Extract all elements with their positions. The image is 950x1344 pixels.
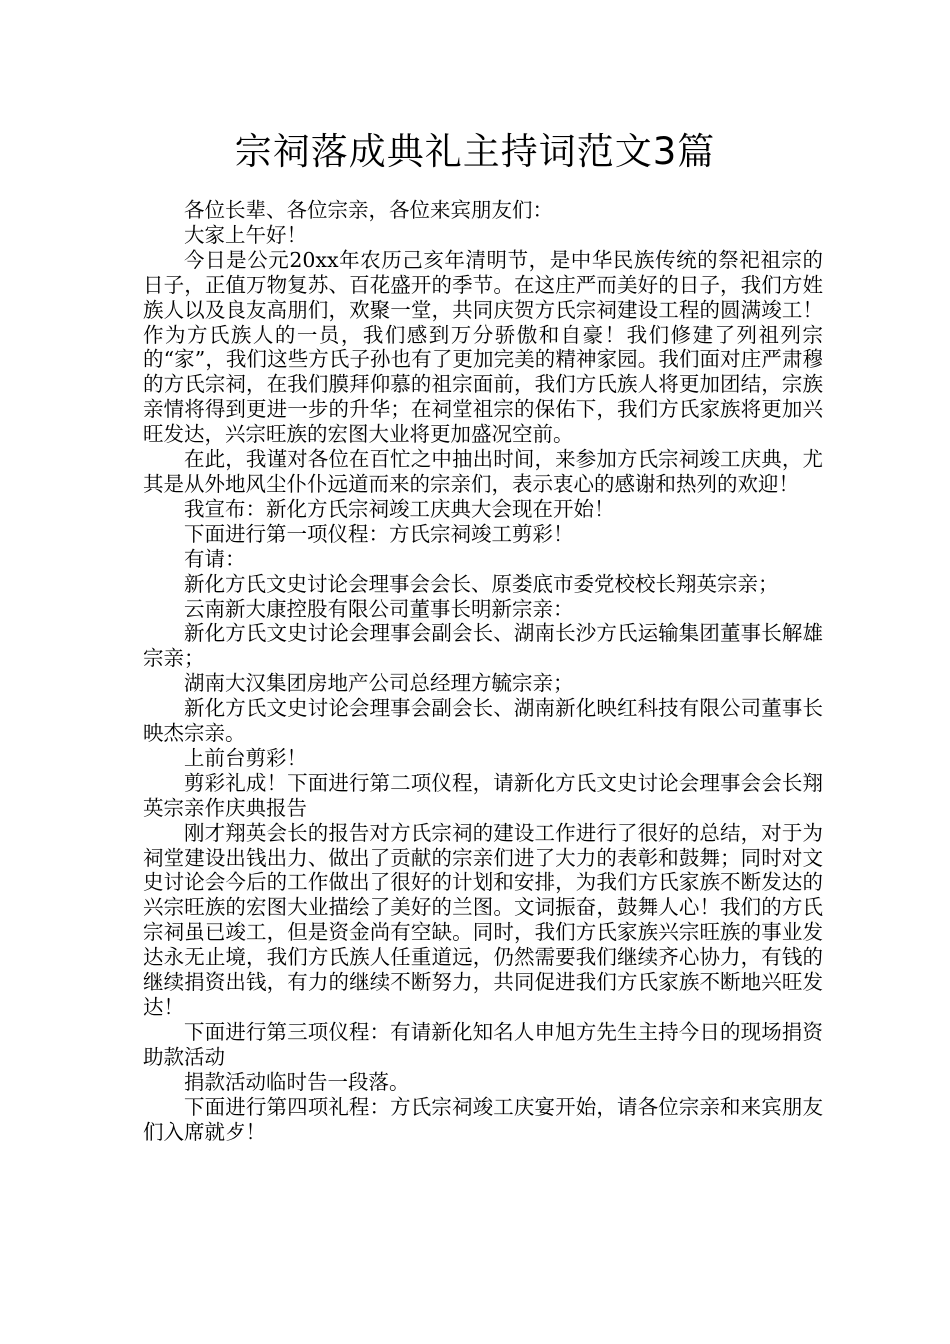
paragraph: 下面进行第四项礼程：方氏宗祠竣工庆宴开始，请各位宗亲和来宾朋友们入席就歺！ — [143, 1094, 823, 1144]
paragraph: 我宣布：新化方氏宗祠竣工庆典大会现在开始！ — [184, 496, 615, 521]
paragraph: 云南新大康控股有限公司董事长明新宗亲： — [184, 596, 574, 621]
paragraph: 新化方氏文史讨论会理事会会长、原娄底市委党校校长翔英宗亲； — [184, 571, 779, 596]
paragraph: 下面进行第三项仪程：有请新化知名人申旭方先生主持今日的现场捐资助款活动 — [143, 1019, 823, 1069]
paragraph: 大家上午好！ — [184, 222, 307, 247]
paragraph: 有请： — [184, 546, 246, 571]
paragraph: 捐款活动临时告一段落。 — [184, 1069, 410, 1094]
paragraph: 湖南大汉集团房地产公司总经理方毓宗亲； — [184, 671, 574, 696]
paragraph: 新化方氏文史讨论会理事会副会长、湖南长沙方氏运输集团董事长解雄宗亲； — [143, 621, 823, 671]
paragraph: 在此，我谨对各位在百忙之中抽出时间，来参加方氏宗祠竣工庆典，尤其是从外地风尘仆仆远道而来的宗亲们，表示衷心的感谢和热列的欢迎！ — [143, 447, 823, 496]
paragraph: 刚才翔英会长的报告对方氏宗祠的建设工作进行了很好的总结，对于为祠堂建设出钱出力、做出了贡献的宗亲们进了大力的表彰和鼓舞；同时对文史讨论会今后的工作做出了很好的计划和安排，为我们方氏家族不断发达的兴宗旺族的宏图大业描绘了美好的兰图。文词振奋，鼓舞人心！我们的方氏宗祠虽已竣工，但是资金尚有空缺。同时，我们方氏家族兴宗旺族的事业发达永无止境，我们方氏族人任重道远，仍然需要我们继续齐心协力，有钱的继续捐资出钱，有力的继续不断努力，共同促进我们方氏家族不断地兴旺发达！ — [143, 820, 823, 1019]
paragraph: 各位长辈、各位宗亲，各位来宾朋友们： — [184, 198, 553, 222]
paragraph: 今日是公元20xx年农历己亥年清明节，是中华民族传统的祭祀祖宗的日子，正值万物复苏、百花盛开的季节。在这庄严而美好的日子，我们方姓族人以及良友高朋们，欢聚一堂，共同庆贺方氏宗祠建设工程的圆满竣工！作为方氏族人的一员，我们感到万分骄傲和自豪！我们修建了列祖列宗的“家”，我们这些方氏子孙也有了更加完美的精神家园。我们面对庄严肃穆的方氏宗祠，在我们膜拜仰慕的祖宗面前，我们方氏族人将更加团结，宗族亲情将得到更进一步的升华；在祠堂祖宗的保佑下，我们方氏家族将更加兴旺发达，兴宗旺族的宏图大业将更加盛况空前。 — [143, 247, 823, 447]
document-body — [143, 198, 823, 1144]
paragraph: 上前台剪彩！ — [184, 745, 307, 770]
paragraph: 新化方氏文史讨论会理事会副会长、湖南新化映红科技有限公司董事长映杰宗亲。 — [143, 696, 823, 746]
paragraph: 下面进行第一项仪程：方氏宗祠竣工剪彩！ — [184, 521, 574, 546]
paragraph: 剪彩礼成！下面进行第二项仪程，请新化方氏文史讨论会理事会会长翔英宗亲作庆典报告 — [143, 770, 823, 820]
document-title: 宗祠落成典礼主持词范文3篇 — [234, 130, 716, 173]
